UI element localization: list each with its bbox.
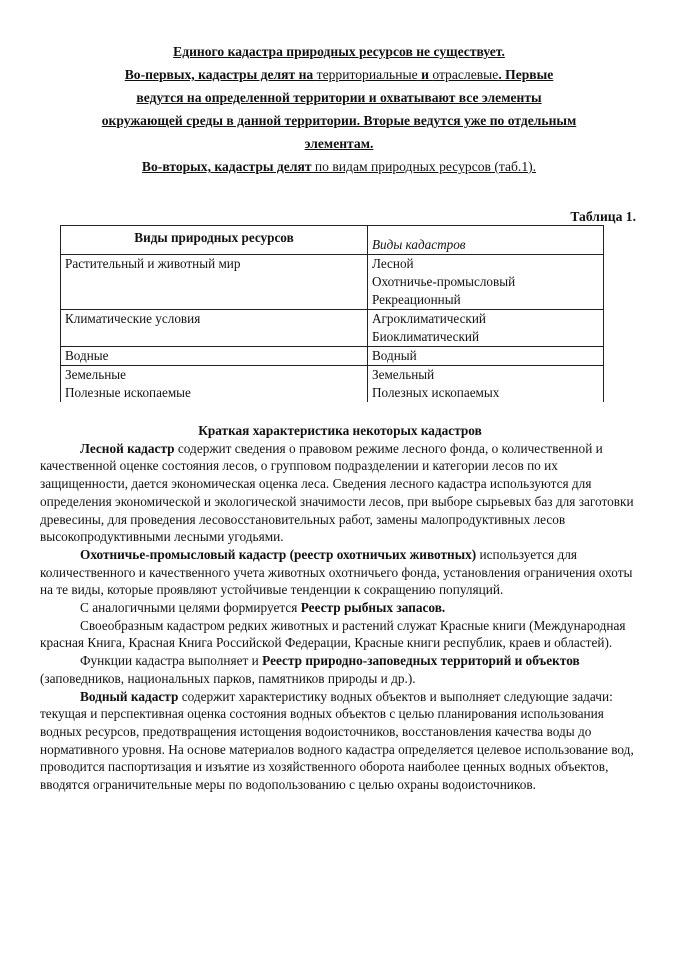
intro-line-1-text: Единого кадастра природных ресурсов не существует. (173, 44, 505, 59)
table-cell-cadastres (368, 255, 604, 310)
paragraph-hunting (40, 546, 640, 599)
resource-text: Растительный и животный мир (65, 256, 241, 271)
paragraph-water (40, 688, 640, 794)
paragraph-text: содержит характеристику водных объектов и выполняет следующие задачи: текущая и перспективная оценка состояния водных объектов с целью планирования использования водных ресурсов, предотвращения истощения водоисточников, восстановления качества воды до нормативного уровня. На основе материалов водного кадастра определяется целевое использование вод, проводится паспортизация и изъятие из хозяйственного оборота наиболее ценных водных объектов, вводятся ограничительные меры по водопользованию с целью охраны водоисточников. (40, 688, 634, 793)
cadastre-table (60, 225, 604, 402)
intro-line-1 (40, 40, 638, 63)
paragraph-text: С аналогичными целями формируется (80, 600, 301, 616)
intro-line-5 (40, 132, 638, 155)
table-cell-cadastres (368, 347, 604, 366)
table-header-row (61, 226, 604, 255)
table-row (61, 255, 604, 310)
paragraph-text: содержит сведения о правовом режиме лесного фонда, о количественной и качественной оценке состояния лесов, о групповом подразделении и категории лесов по их защищенности, дается экономическая оценка леса. Сведения лесного кадастра используются для определения экономической и экологической значимости лесов, при выборе сырьевых баз для заготовки древесины, для проведения лесовосстановительных работ, замены малопродуктивных лесов высокопродуктивными лесными угодьями. (40, 440, 634, 545)
term-fish-registry: Реестр рыбных запасов. (300, 600, 446, 616)
intro-line-3-text: ведутся на определенной территории и охватывают все элементы (136, 90, 542, 105)
paragraph-fish (40, 599, 640, 617)
table-cell-resource (61, 310, 368, 347)
intro-line-2-sectoral: отраслевые (432, 67, 499, 82)
table-header-cadastres: Виды кадастров (368, 226, 604, 255)
intro-line-2-bold-a: Во-первых, кадастры делят на (124, 67, 317, 82)
intro-line-6 (40, 155, 638, 178)
table-row (61, 310, 604, 347)
resource-text: Климатические условия (65, 311, 201, 326)
table-cell-cadastres (368, 310, 604, 347)
intro-line-4-text: окружающей среды в данной территории. Вторые ведутся уже по отдельным (101, 113, 577, 128)
table-row (61, 347, 604, 366)
table-caption: Таблица 1. (570, 209, 636, 224)
cadastre-item: Охотничье-промысловый (372, 274, 516, 289)
intro-line-4 (40, 109, 638, 132)
intro-line-2 (40, 63, 638, 86)
cadastre-item: Биоклиматический (372, 329, 480, 344)
table-cell-cadastres (368, 366, 604, 403)
paragraph-text: Своеобразным кадастром редких животных и растений служат Красные книги (Международная красная Книга, Красная Книга Российской Федерации, Красные книги республик, краев и областей). (40, 617, 626, 651)
intro-line-2-territorial: территориальные (316, 67, 418, 82)
intro-line-6-text: по видам природных ресурсов (таб.1). (311, 159, 537, 174)
section-title: Краткая характеристика некоторых кадастров (198, 423, 482, 438)
intro-line-2-and: и (417, 67, 433, 82)
intro-line-3 (40, 86, 638, 109)
paragraph-text: (заповедников, национальных парков, памятников природы и др.). (40, 670, 416, 686)
table-cell-resource (61, 255, 368, 310)
paragraph-reserves (40, 652, 640, 687)
cadastre-item: Полезных ископаемых (372, 385, 500, 400)
intro-line-6-bold: Во-вторых, кадастры делят (141, 159, 312, 174)
term-forest-cadastre: Лесной кадастр (80, 440, 175, 456)
resource-text: Водные (65, 348, 109, 363)
table-header-resources: Виды природных ресурсов (61, 226, 368, 255)
table-row (61, 366, 604, 403)
resource-text: Земельные (65, 367, 127, 382)
cadastre-item: Агроклиматический (372, 311, 486, 326)
table-cell-resource (61, 366, 368, 403)
table-cell-resource (61, 347, 368, 366)
term-hunting-cadastre: Охотничье-промысловый кадастр (реестр охотничьих животных) (80, 546, 477, 562)
term-reserves-registry: Реестр природно-заповедных территорий и объектов (262, 653, 580, 669)
intro-line-5-text: элементам. (304, 136, 374, 151)
term-water-cadastre: Водный кадастр (80, 688, 179, 704)
intro-line-2-bold-e: . Первые (498, 67, 554, 82)
paragraph-text: Функции кадастра выполняет и (80, 653, 263, 669)
paragraph-red-books (40, 617, 640, 652)
resource-text: Полезные ископаемые (65, 385, 191, 400)
intro-block (40, 40, 638, 178)
cadastre-item: Водный (372, 348, 417, 363)
paragraph-text: используется для количественного и качественного учета животных охотничьего фонда, установления ограничения охоты на те виды, которые проявляют устойчивые тенденции к сокращению популяций. (40, 546, 633, 598)
cadastre-item: Земельный (372, 367, 435, 382)
section-body (40, 422, 640, 794)
paragraph-forest (40, 440, 640, 546)
cadastre-item: Лесной (372, 256, 414, 271)
cadastre-item: Рекреационный (372, 292, 461, 307)
